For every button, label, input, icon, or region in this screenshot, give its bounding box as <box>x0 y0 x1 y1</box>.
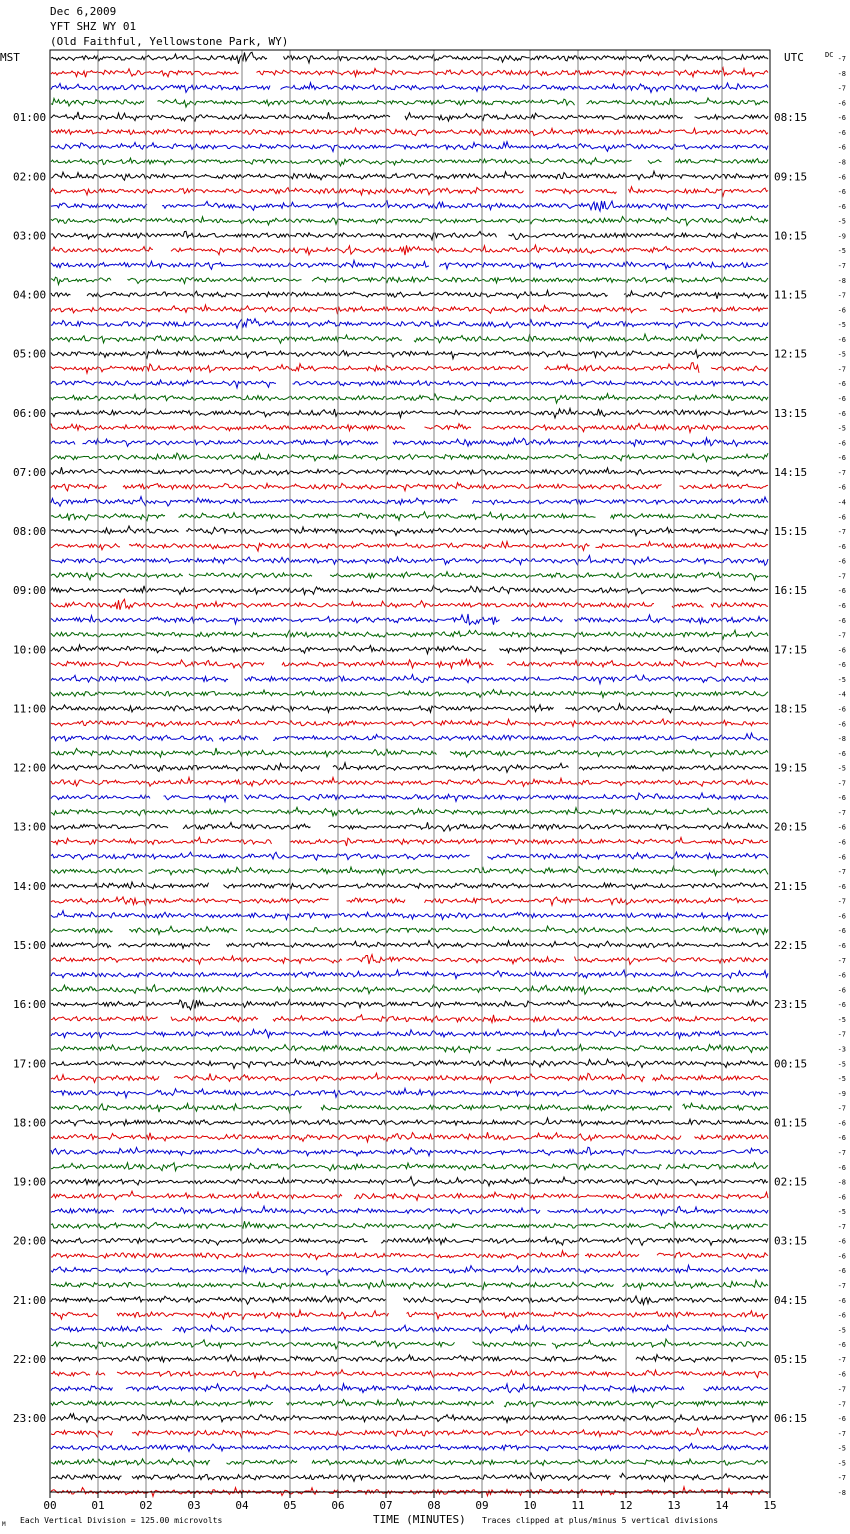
seismic-trace <box>51 822 768 831</box>
dc-offset-label: -7 <box>837 1474 846 1483</box>
seismic-trace <box>51 970 768 979</box>
dc-offset-label: -6 <box>837 942 846 951</box>
seismic-trace <box>51 1355 768 1363</box>
dc-offset-label: -6 <box>837 1193 846 1202</box>
dc-offset-label: -7 <box>837 572 846 581</box>
seismic-trace <box>51 1265 768 1275</box>
seismic-trace <box>51 380 768 388</box>
seismic-trace <box>51 955 768 965</box>
x-tick-label: 15 <box>763 1499 777 1512</box>
corner-mark: M <box>2 1521 6 1528</box>
dc-offset-label: -7 <box>837 1104 846 1113</box>
utc-hour-label: 16:15 <box>774 584 808 598</box>
dc-offset-label: -6 <box>837 542 846 551</box>
dc-offset-label: -6 <box>837 380 846 389</box>
utc-hour-label: 08:15 <box>774 111 808 125</box>
seismic-trace <box>51 1444 768 1452</box>
dc-offset-label: -5 <box>837 321 846 330</box>
utc-hour-label: 10:15 <box>774 229 808 243</box>
dc-offset-label: -5 <box>837 1060 846 1069</box>
mst-hour-label: 01:00 <box>13 111 47 125</box>
dc-offset-label: -6 <box>837 616 846 625</box>
mst-hour-label: 23:00 <box>13 1412 47 1426</box>
seismic-trace <box>51 1384 768 1393</box>
seismic-trace <box>51 260 768 269</box>
mst-hour-label: 10:00 <box>13 643 47 657</box>
seismic-trace <box>51 453 768 461</box>
seismic-trace <box>51 1103 768 1112</box>
mst-hour-label: 05:00 <box>13 347 47 361</box>
dc-offset-label: -6 <box>837 439 846 448</box>
dc-offset-label: -7 <box>837 956 846 965</box>
x-tick-label: 07 <box>379 1499 393 1512</box>
dc-offset-label: -7 <box>837 808 846 817</box>
seismic-trace <box>51 1000 768 1010</box>
seismic-trace <box>51 83 768 93</box>
dc-offset-label: -6 <box>837 1370 846 1379</box>
utc-hour-label: 18:15 <box>774 702 808 716</box>
mst-hour-label: 21:00 <box>13 1293 47 1307</box>
utc-hour-label: 21:15 <box>774 879 808 893</box>
seismic-trace <box>51 1280 768 1289</box>
dc-offset-label: -6 <box>837 409 846 418</box>
seismic-trace <box>51 1428 768 1437</box>
seismic-trace <box>51 763 768 773</box>
station-code: YFT SHZ WY 01 <box>50 20 137 33</box>
dc-offset-label: -6 <box>837 1001 846 1010</box>
seismic-trace <box>51 1059 768 1069</box>
dc-offset-label: -6 <box>837 1134 846 1143</box>
dc-offset-label: -7 <box>837 55 846 63</box>
x-tick-label: 09 <box>475 1499 489 1512</box>
dc-offset-label: -6 <box>837 1119 846 1128</box>
mst-hour-label: 20:00 <box>13 1234 47 1248</box>
right-hour-labels <box>774 111 807 1425</box>
dc-offset-label: -5 <box>837 1075 846 1084</box>
seismic-trace <box>51 526 768 536</box>
dc-offset-label: -6 <box>837 1237 846 1246</box>
dc-offset-label: -6 <box>837 749 846 758</box>
dc-offset-label: -6 <box>837 454 846 463</box>
mst-hour-label: 08:00 <box>13 525 47 539</box>
dc-offset-label: -6 <box>837 705 846 714</box>
dc-offset-label: -7 <box>837 528 846 537</box>
seismic-trace <box>51 52 768 64</box>
dc-offset-label: -7 <box>837 1429 846 1438</box>
mst-hour-label: 12:00 <box>13 761 47 775</box>
dc-offset-label: -7 <box>837 1400 846 1409</box>
seismic-trace <box>51 748 768 757</box>
dc-offset-label: -6 <box>837 927 846 936</box>
seismic-trace <box>51 733 768 741</box>
utc-hour-label: 20:15 <box>774 820 808 834</box>
dc-offset-label: -6 <box>837 853 846 862</box>
x-tick-label: 13 <box>667 1499 681 1512</box>
seismic-trace <box>51 438 768 447</box>
seismic-trace <box>51 187 768 196</box>
dc-offset-label: -6 <box>837 306 846 315</box>
dc-offset-label: -6 <box>837 202 846 211</box>
utc-hour-label: 06:15 <box>774 1412 808 1426</box>
seismic-trace <box>51 1118 768 1126</box>
dc-offset-label: -6 <box>837 882 846 891</box>
dc-offset-label: -7 <box>837 779 846 788</box>
utc-hour-label: 22:15 <box>774 939 808 953</box>
mst-hour-label: 18:00 <box>13 1116 47 1130</box>
seismic-trace <box>51 1191 768 1200</box>
dc-offset-label: -5 <box>837 217 846 226</box>
mst-hour-label: 02:00 <box>13 170 47 184</box>
seismic-trace <box>51 852 768 860</box>
x-tick-label: 02 <box>139 1499 153 1512</box>
seismic-trace <box>51 777 768 786</box>
dc-offset-label: -5 <box>837 247 846 256</box>
dc-offset-label: -4 <box>837 498 846 507</box>
seismic-trace <box>51 675 768 684</box>
dc-offset-label: -7 <box>837 84 846 93</box>
dc-offset-label: -6 <box>837 838 846 847</box>
dc-offset-label: -8 <box>837 735 846 744</box>
dc-offset-label: -8 <box>837 69 846 78</box>
seismic-trace <box>51 231 768 240</box>
dc-offset-label: -7 <box>837 365 846 374</box>
seismic-trace <box>51 201 768 211</box>
seismic-trace <box>51 572 768 580</box>
x-tick-label: 11 <box>571 1499 585 1512</box>
seismic-trace <box>51 1370 768 1378</box>
x-tick-label: 08 <box>427 1499 441 1512</box>
x-tick-label: 05 <box>283 1499 297 1512</box>
dc-offset-label: -9 <box>837 1089 846 1098</box>
seismic-trace <box>51 1473 768 1481</box>
seismic-trace <box>51 350 768 359</box>
utc-hour-label: 17:15 <box>774 643 808 657</box>
utc-hour-label: 01:15 <box>774 1116 808 1130</box>
right-timezone-label: UTC <box>784 51 804 64</box>
seismic-trace <box>51 245 768 255</box>
seismic-trace <box>51 1073 768 1082</box>
dc-offset-label: -6 <box>837 114 846 123</box>
seismic-trace <box>51 424 768 433</box>
dc-offset-label: -6 <box>837 823 846 832</box>
seismic-trace <box>51 1459 768 1467</box>
utc-hour-label: 02:15 <box>774 1175 808 1189</box>
mst-hour-label: 16:00 <box>13 998 47 1012</box>
dc-offset-label: -5 <box>837 1015 846 1024</box>
dc-offset-label: -8 <box>837 276 846 285</box>
mst-hour-label: 19:00 <box>13 1175 47 1189</box>
seismic-trace <box>51 1163 768 1171</box>
mst-hour-label: 06:00 <box>13 406 47 420</box>
dc-offset-label: -5 <box>837 1326 846 1335</box>
dc-offset-label: -8 <box>837 1489 846 1497</box>
station-location: (Old Faithful, Yellowstone Park, WY) <box>50 35 289 48</box>
utc-hour-label: 00:15 <box>774 1057 808 1071</box>
seismic-trace <box>51 1088 768 1097</box>
seismic-trace <box>51 690 768 698</box>
mst-hour-label: 11:00 <box>13 702 47 716</box>
seismic-trace <box>51 542 768 552</box>
utc-hour-label: 05:15 <box>774 1352 808 1366</box>
utc-hour-label: 09:15 <box>774 170 808 184</box>
seismic-trace <box>51 555 768 565</box>
seismic-trace <box>51 1414 768 1423</box>
seismic-trace <box>51 1237 768 1245</box>
dc-offset-label: -6 <box>837 188 846 197</box>
dc-offset-label: -8 <box>837 1178 846 1187</box>
seismic-trace <box>51 216 768 225</box>
x-tick-label: 04 <box>235 1499 249 1512</box>
dc-offset-label: -5 <box>837 1208 846 1217</box>
utc-hour-label: 04:15 <box>774 1293 808 1307</box>
dc-header-label: DC <box>825 51 834 59</box>
utc-hour-label: 11:15 <box>774 288 808 302</box>
mst-hour-label: 13:00 <box>13 820 47 834</box>
utc-hour-label: 13:15 <box>774 406 808 420</box>
dc-offset-label: -6 <box>837 513 846 522</box>
x-tick-label: 10 <box>523 1499 537 1512</box>
seismic-trace <box>51 112 768 121</box>
dc-offset-label: -7 <box>837 1282 846 1291</box>
dc-offset-label: -8 <box>837 158 846 167</box>
utc-hour-label: 14:15 <box>774 465 808 479</box>
dc-offset-label: -6 <box>837 143 846 152</box>
seismic-trace <box>51 985 768 994</box>
utc-hour-label: 12:15 <box>774 347 808 361</box>
dc-offset-label: -6 <box>837 986 846 995</box>
scale-note: Each Vertical Division = 125.00 microvolts <box>20 1516 223 1525</box>
seismic-trace <box>51 1132 768 1142</box>
dc-offset-label: -7 <box>837 631 846 640</box>
mst-hour-label: 14:00 <box>13 879 47 893</box>
dc-offset-label: -3 <box>837 1045 846 1054</box>
grid-group <box>98 50 722 1492</box>
x-tick-label: 14 <box>715 1499 729 1512</box>
seismic-trace <box>51 807 768 816</box>
dc-offset-label: -5 <box>837 350 846 359</box>
mst-hour-label: 15:00 <box>13 939 47 953</box>
seismic-trace <box>51 512 768 521</box>
dc-offset-label: -6 <box>837 335 846 344</box>
dc-offset-label: -6 <box>837 1415 846 1424</box>
seismic-trace <box>51 630 768 639</box>
seismic-trace <box>51 1310 768 1319</box>
dc-offset-label: -5 <box>837 1459 846 1468</box>
x-tick-label: 03 <box>187 1499 201 1512</box>
dc-offset-label: -6 <box>837 1341 846 1350</box>
seismic-trace <box>51 882 768 889</box>
left-timezone-label: MST <box>0 51 20 64</box>
chart-date: Dec 6,2009 <box>50 5 117 18</box>
dc-offset-label: -7 <box>837 1222 846 1231</box>
dc-offset-label: -6 <box>837 1311 846 1320</box>
dc-offset-labels <box>838 55 846 1497</box>
dc-offset-label: -6 <box>837 99 846 108</box>
x-axis-title: TIME (MINUTES) <box>373 1513 466 1526</box>
dc-offset-label: -5 <box>837 675 846 684</box>
trace-group <box>51 52 768 1496</box>
x-tick-label: 06 <box>331 1499 345 1512</box>
seismic-trace <box>51 793 768 802</box>
mst-hour-label: 17:00 <box>13 1057 47 1071</box>
seismic-trace <box>51 645 768 654</box>
dc-offset-label: -7 <box>837 1355 846 1364</box>
seismic-trace <box>51 837 768 846</box>
x-tick-label: 12 <box>619 1499 633 1512</box>
dc-offset-label: -7 <box>837 1030 846 1039</box>
seismic-trace <box>51 277 768 284</box>
seismic-trace <box>51 1339 768 1349</box>
mst-hour-label: 09:00 <box>13 584 47 598</box>
dc-offset-label: -5 <box>837 1444 846 1453</box>
x-tick-label: 01 <box>91 1499 105 1512</box>
dc-offset-label: -6 <box>837 1267 846 1276</box>
seismic-trace <box>51 926 768 934</box>
utc-hour-label: 03:15 <box>774 1234 808 1248</box>
utc-hour-label: 19:15 <box>774 761 808 775</box>
dc-offset-label: -6 <box>837 646 846 655</box>
dc-offset-label: -6 <box>837 794 846 803</box>
seismic-trace <box>51 897 768 905</box>
dc-offset-label: -7 <box>837 468 846 477</box>
seismic-trace <box>51 128 768 136</box>
dc-offset-label: -7 <box>837 261 846 270</box>
dc-offset-label: -6 <box>837 557 846 566</box>
seismic-trace <box>51 363 768 374</box>
seismic-trace <box>51 1399 768 1407</box>
seismic-trace <box>51 1015 768 1023</box>
utc-hour-label: 23:15 <box>774 998 808 1012</box>
dc-offset-label: -7 <box>837 291 846 300</box>
seismic-trace <box>51 98 768 107</box>
seismic-trace <box>51 1177 768 1186</box>
seismic-trace <box>51 497 768 507</box>
seismic-trace <box>51 394 768 404</box>
dc-offset-label: -6 <box>837 720 846 729</box>
dc-offset-label: -6 <box>837 912 846 921</box>
seismic-trace <box>51 586 768 595</box>
seismic-trace <box>51 1325 768 1333</box>
dc-offset-label: -7 <box>837 1385 846 1394</box>
seismic-trace <box>51 1221 768 1229</box>
dc-offset-label: -6 <box>837 1252 846 1261</box>
seismic-trace <box>51 1147 768 1156</box>
mst-hour-label: 03:00 <box>13 229 47 243</box>
dc-offset-label: -9 <box>837 232 846 241</box>
dc-offset-label: -5 <box>837 764 846 773</box>
dc-offset-label: -6 <box>837 173 846 182</box>
mst-hour-label: 22:00 <box>13 1352 47 1366</box>
seismic-trace <box>51 941 768 949</box>
clip-note: Traces clipped at plus/minus 5 vertical divisions <box>482 1516 719 1525</box>
seismic-trace <box>51 483 768 491</box>
seismic-trace <box>51 599 768 610</box>
dc-offset-label: -6 <box>837 1296 846 1305</box>
dc-offset-label: -4 <box>837 690 846 699</box>
dc-offset-label: -7 <box>837 1148 846 1157</box>
mst-hour-label: 07:00 <box>13 465 47 479</box>
x-tick-label: 00 <box>43 1499 57 1512</box>
seismic-trace <box>51 1251 768 1260</box>
seismic-trace <box>51 408 768 418</box>
seismic-trace <box>51 319 768 329</box>
seismic-trace <box>51 704 768 713</box>
seismic-trace <box>51 290 768 299</box>
seismic-trace <box>51 911 768 920</box>
seismic-trace <box>51 1296 768 1305</box>
seismic-trace <box>51 158 768 166</box>
seismic-trace <box>51 467 768 476</box>
seismic-trace <box>51 1045 768 1053</box>
seismic-trace <box>51 614 768 625</box>
seismic-trace <box>51 659 768 668</box>
seismic-trace <box>51 142 768 152</box>
seismic-trace <box>51 719 768 727</box>
dc-offset-label: -6 <box>837 483 846 492</box>
dc-offset-label: -6 <box>837 1163 846 1172</box>
seismic-trace <box>51 1206 768 1215</box>
seismic-trace <box>51 171 768 180</box>
utc-hour-label: 15:15 <box>774 525 808 539</box>
dc-offset-label: -6 <box>837 971 846 980</box>
dc-offset-label: -6 <box>837 128 846 137</box>
seismic-trace <box>51 305 768 314</box>
seismic-trace <box>51 68 768 78</box>
dc-offset-label: -7 <box>837 897 846 906</box>
mst-hour-label: 04:00 <box>13 288 47 302</box>
seismic-trace <box>51 866 768 875</box>
left-hour-labels <box>13 111 46 1425</box>
dc-offset-label: -6 <box>837 661 846 670</box>
seismic-trace <box>51 334 768 343</box>
dc-offset-label: -5 <box>837 424 846 433</box>
dc-offset-label: -6 <box>837 395 846 404</box>
dc-offset-label: -6 <box>837 587 846 596</box>
dc-offset-label: -6 <box>837 601 846 610</box>
dc-offset-label: -7 <box>837 868 846 877</box>
seismic-trace <box>51 1029 768 1038</box>
